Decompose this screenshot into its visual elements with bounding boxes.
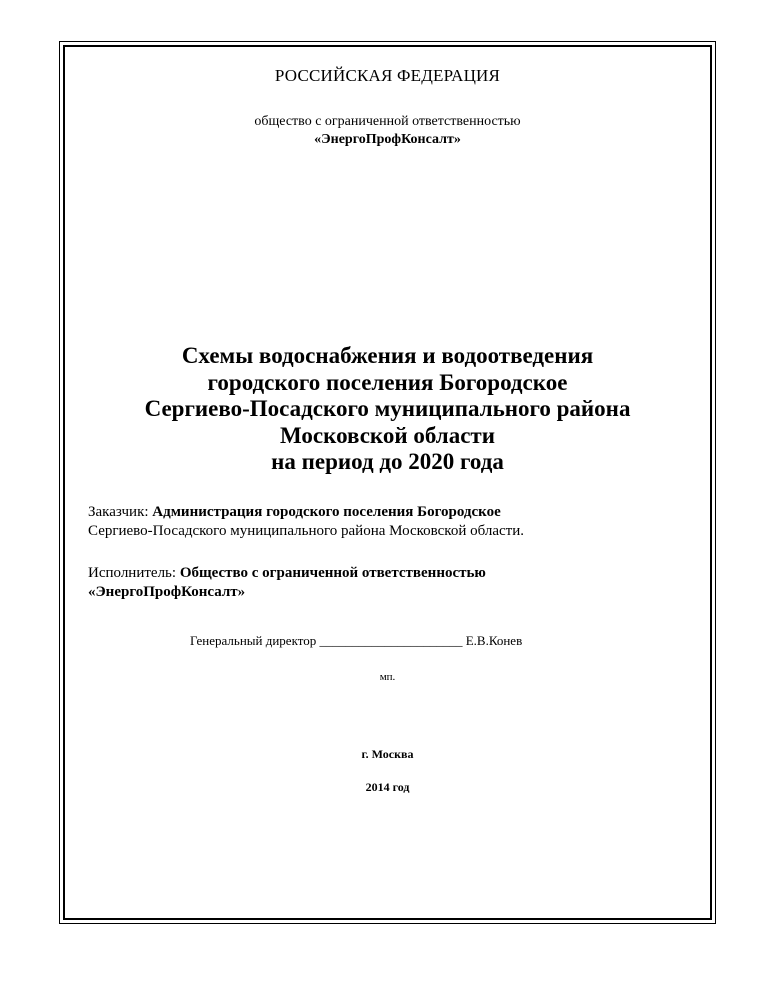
title-line: городского поселения Богородское — [207, 369, 568, 395]
title-line: на период до 2020 года — [271, 449, 504, 474]
title-line: Схемы водоснабжения и водоотведения — [181, 343, 594, 368]
contractor-name: Общество с ограниченной ответственностью — [179, 565, 486, 581]
contractor-line-1 — [88, 564, 486, 583]
contractor-label: Исполнитель: — [88, 565, 180, 581]
signature-position: Генеральный директор — [190, 633, 317, 648]
document-title — [63, 343, 712, 476]
title-line: Московской области — [280, 422, 495, 448]
contractor-block — [88, 564, 486, 602]
customer-line-1 — [88, 503, 524, 522]
title-line: Сергиево-Посадского муниципального района — [144, 396, 631, 421]
customer-line-2: Сергиево-Посадского муниципального района Московской области. — [88, 523, 524, 539]
city: г. Москва — [361, 747, 414, 761]
organization-type: общество с ограниченной ответственностью — [254, 114, 521, 129]
organization-name: «ЭнергоПрофКонсалт» — [314, 132, 461, 147]
customer-block — [88, 503, 524, 541]
signature-line — [190, 633, 522, 649]
customer-label: Заказчик: — [88, 504, 153, 520]
signature-person: Е.В.Конев — [465, 633, 523, 648]
contractor-line-2 — [88, 583, 486, 602]
year: 2014 год — [365, 780, 410, 794]
stamp-place: мп. — [379, 671, 396, 683]
country-heading: РОССИЙСКАЯ ФЕДЕРАЦИЯ — [274, 66, 501, 85]
signature-blank: ______________________ — [319, 633, 463, 648]
customer-name: Администрация городского поселения Богородское — [152, 504, 501, 520]
contractor-name-quoted: «ЭнергоПрофКонсалт» — [88, 584, 246, 600]
